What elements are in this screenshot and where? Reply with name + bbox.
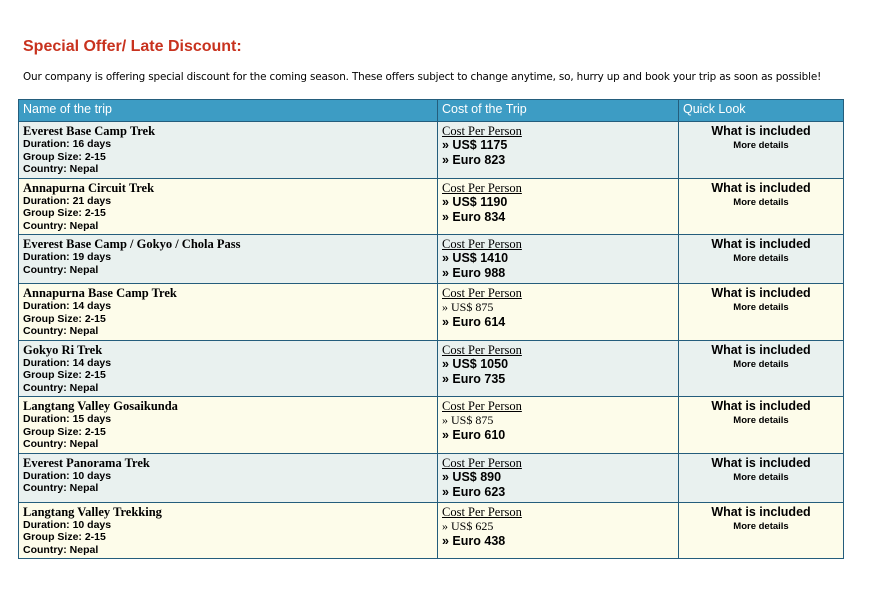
price-euro: » Euro 610 xyxy=(442,428,506,442)
quick-look-cell xyxy=(679,122,844,179)
price-euro: » Euro 735 xyxy=(442,371,506,386)
trip-meta-line: Group Size: 2-15 xyxy=(23,531,106,543)
price-usd xyxy=(442,138,674,153)
trip-name-cell xyxy=(19,340,438,397)
trip-meta-line: Country: Nepal xyxy=(23,381,99,394)
what-is-included-link[interactable]: What is included xyxy=(711,504,811,519)
cost-per-person-link[interactable]: Cost Per Person xyxy=(442,124,522,138)
more-details-link[interactable]: More details xyxy=(733,196,789,208)
cost-per-person-link[interactable]: Cost Per Person xyxy=(442,237,522,251)
table-row xyxy=(19,235,844,284)
price-usd-value: » US$ 1175 xyxy=(442,138,508,152)
trip-cost-cell xyxy=(438,397,679,454)
price-euro: » Euro 988 xyxy=(442,266,506,280)
what-is-included-link[interactable]: What is included xyxy=(711,399,811,413)
more-details-link[interactable]: More details xyxy=(733,358,789,370)
trip-name[interactable]: Everest Base Camp / Gokyo / Chola Pass xyxy=(23,237,241,251)
trip-cost-cell xyxy=(438,178,679,235)
trip-meta-line: Group Size: 2-15 xyxy=(23,207,106,219)
price-usd xyxy=(442,300,674,315)
trip-cost-cell xyxy=(438,122,679,179)
price-euro: » Euro 614 xyxy=(442,315,506,329)
more-details-link[interactable]: More details xyxy=(733,415,789,426)
price-usd xyxy=(442,251,674,266)
trip-cost-cell xyxy=(438,340,679,397)
more-details-link[interactable]: More details xyxy=(733,302,789,313)
trip-name-cell xyxy=(19,235,438,284)
price-usd-value: » US$ 890 xyxy=(442,469,502,484)
trip-meta-line: Duration: 15 days xyxy=(23,413,112,425)
trip-name[interactable]: Langtang Valley Trekking xyxy=(23,504,162,519)
trip-meta-line: Country: Nepal xyxy=(23,219,99,232)
trip-meta-list xyxy=(23,251,433,276)
table-row xyxy=(19,340,844,397)
cost-per-person-link[interactable]: Cost Per Person xyxy=(442,504,522,519)
trip-name-cell xyxy=(19,502,438,559)
trip-meta-line: Country: Nepal xyxy=(23,482,99,494)
trip-name-cell xyxy=(19,284,438,341)
what-is-included-link[interactable]: What is included xyxy=(711,286,811,300)
quick-look-cell xyxy=(679,340,844,397)
price-euro: » Euro 623 xyxy=(442,484,506,499)
column-header-cost: Cost of the Trip xyxy=(438,100,679,122)
price-usd xyxy=(442,413,674,428)
trip-cost-cell xyxy=(438,502,679,559)
trip-meta-line: Duration: 14 days xyxy=(23,356,112,369)
price-usd xyxy=(442,195,674,210)
price-euro: » Euro 438 xyxy=(442,533,506,548)
trip-name-cell xyxy=(19,122,438,179)
table-row xyxy=(19,502,844,559)
trip-meta-list xyxy=(23,357,433,395)
price-usd-value: » US$ 875 xyxy=(442,300,494,314)
price-usd-value: » US$ 875 xyxy=(442,413,494,427)
quick-look-cell xyxy=(679,178,844,235)
trip-name[interactable]: Annapurna Base Camp Trek xyxy=(23,286,177,300)
trip-name[interactable]: Everest Panorama Trek xyxy=(23,455,150,470)
trip-meta-line: Group Size: 2-15 xyxy=(23,312,106,325)
price-usd xyxy=(442,357,674,372)
what-is-included-link[interactable]: What is included xyxy=(711,237,811,251)
trip-meta-list xyxy=(23,470,433,495)
what-is-included-link[interactable]: What is included xyxy=(711,124,811,138)
quick-look-cell xyxy=(679,235,844,284)
more-details-link[interactable]: More details xyxy=(733,520,789,532)
quick-look-cell xyxy=(679,502,844,559)
trip-meta-line: Country: Nepal xyxy=(23,438,99,450)
trip-meta-list xyxy=(23,138,433,176)
quick-look-cell xyxy=(679,453,844,502)
page-title: Special Offer/ Late Discount: xyxy=(23,38,242,55)
cost-per-person-link[interactable]: Cost Per Person xyxy=(442,455,522,470)
trip-cost-cell xyxy=(438,235,679,284)
table-row xyxy=(19,122,844,179)
more-details-link[interactable]: More details xyxy=(733,471,789,483)
price-usd-value: » US$ 1410 xyxy=(442,251,509,265)
offers-table xyxy=(18,99,844,559)
trip-meta-line: Country: Nepal xyxy=(23,543,99,556)
cost-per-person-link[interactable]: Cost Per Person xyxy=(442,286,522,300)
cost-per-person-link[interactable]: Cost Per Person xyxy=(442,342,522,357)
trip-meta-line: Country: Nepal xyxy=(23,263,99,276)
trip-meta-line: Country: Nepal xyxy=(23,163,99,175)
column-header-trip-name: Name of the trip xyxy=(19,100,438,122)
quick-look-cell xyxy=(679,397,844,454)
trip-meta-list xyxy=(23,300,433,338)
table-row xyxy=(19,453,844,502)
trip-meta-line: Group Size: 2-15 xyxy=(23,425,106,438)
trip-name-cell xyxy=(19,178,438,235)
trip-rows xyxy=(19,122,844,559)
what-is-included-link[interactable]: What is included xyxy=(711,455,811,470)
cost-per-person-link[interactable]: Cost Per Person xyxy=(442,399,522,413)
trip-meta-line: Duration: 14 days xyxy=(23,300,112,312)
trip-meta-line: Duration: 21 days xyxy=(23,194,112,207)
trip-meta-line: Group Size: 2-15 xyxy=(23,150,106,163)
table-row xyxy=(19,284,844,341)
price-usd-value: » US$ 625 xyxy=(442,518,494,533)
table-header-row xyxy=(19,100,844,122)
trip-cost-cell xyxy=(438,284,679,341)
more-details-link[interactable]: More details xyxy=(733,253,789,264)
trip-meta-line: Duration: 10 days xyxy=(23,469,112,482)
price-usd-value: » US$ 1050 xyxy=(442,356,509,371)
trip-name[interactable]: Gokyo Ri Trek xyxy=(23,342,103,357)
intro-paragraph: Our company is offering special discount for the coming season. These offers subject to change anytime, so, hurry up and book your trip as soon as possible! xyxy=(23,71,822,83)
what-is-included-link[interactable]: What is included xyxy=(711,342,811,357)
price-usd-value: » US$ 1190 xyxy=(442,194,508,209)
cost-per-person-link[interactable]: Cost Per Person xyxy=(442,180,522,195)
trip-name-cell xyxy=(19,397,438,454)
what-is-included-link[interactable]: What is included xyxy=(711,180,811,195)
trip-meta-line: Group Size: 2-15 xyxy=(23,369,106,381)
trip-meta-line: Duration: 19 days xyxy=(23,251,112,263)
trip-meta-line: Country: Nepal xyxy=(23,325,99,337)
price-usd xyxy=(442,519,674,534)
table-row xyxy=(19,178,844,235)
price-euro: » Euro 834 xyxy=(442,209,506,224)
trip-meta-list xyxy=(23,413,433,451)
trip-name-cell xyxy=(19,453,438,502)
trip-name[interactable]: Annapurna Circuit Trek xyxy=(23,180,155,195)
price-usd xyxy=(442,470,674,485)
trip-meta-list xyxy=(23,519,433,557)
trip-meta-line: Duration: 16 days xyxy=(23,138,112,150)
column-header-quick-look: Quick Look xyxy=(679,100,844,122)
trip-meta-line: Duration: 10 days xyxy=(23,518,112,531)
trip-meta-list xyxy=(23,195,433,233)
table-row xyxy=(19,397,844,454)
quick-look-cell xyxy=(679,284,844,341)
trip-name[interactable]: Everest Base Camp Trek xyxy=(23,124,156,138)
trip-cost-cell xyxy=(438,453,679,502)
more-details-link[interactable]: More details xyxy=(733,140,789,151)
trip-name[interactable]: Langtang Valley Gosaikunda xyxy=(23,399,178,413)
price-euro: » Euro 823 xyxy=(442,153,506,167)
